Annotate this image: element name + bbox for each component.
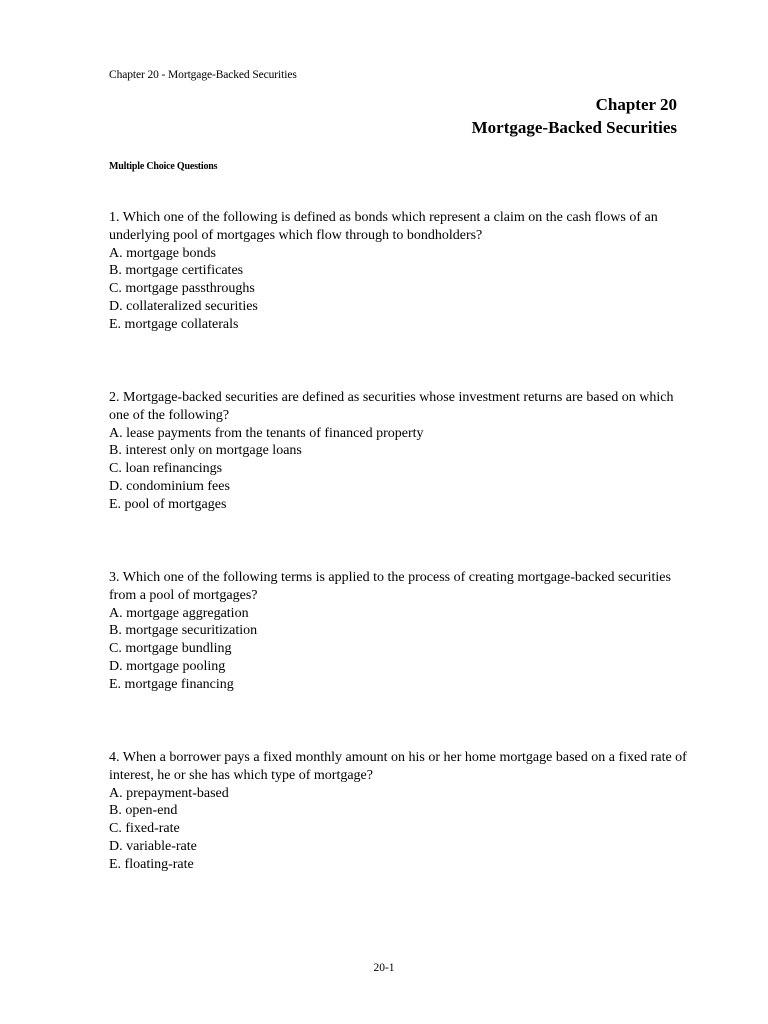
answer-option: D. collateralized securities (109, 298, 258, 314)
answer-option: B. open-end (109, 803, 178, 819)
answer-option: A. prepayment-based (109, 785, 229, 801)
answer-options (109, 245, 689, 334)
answer-option: C. loan refinancings (109, 461, 223, 477)
page-number: 20-1 (373, 962, 395, 974)
answer-option: A. mortgage aggregation (109, 605, 249, 621)
question-4 (109, 749, 689, 874)
answer-options (109, 605, 689, 694)
answer-option: C. mortgage passthroughs (109, 281, 255, 297)
answer-option: B. mortgage certificates (109, 263, 244, 279)
chapter-subtitle: Mortgage-Backed Securities (471, 118, 677, 137)
answer-option: D. mortgage pooling (109, 658, 226, 674)
running-header: Chapter 20 - Mortgage-Backed Securities (109, 69, 297, 81)
answer-option: A. mortgage bonds (109, 245, 216, 261)
chapter-title: Chapter 20 (595, 95, 677, 114)
answer-options (109, 785, 689, 874)
answer-option: E. mortgage financing (109, 676, 234, 692)
question-3 (109, 569, 689, 694)
question-2 (109, 389, 689, 514)
answer-options (109, 425, 689, 514)
answer-option: C. fixed-rate (109, 821, 180, 837)
answer-option: B. interest only on mortgage loans (109, 443, 302, 459)
answer-option: C. mortgage bundling (109, 641, 232, 657)
answer-option: E. mortgage collaterals (109, 316, 239, 332)
question-stem: 3. Which one of the following terms is applied to the process of creating mortgage-backed securities from a pool of mortgages? (109, 570, 671, 603)
question-stem: 4. When a borrower pays a fixed monthly amount on his or her home mortgage based on a fixed rate of interest, he or she has which type of mortgage? (109, 750, 687, 783)
answer-option: E. floating-rate (109, 856, 194, 872)
answer-option: B. mortgage securitization (109, 623, 258, 639)
question-1 (109, 209, 689, 334)
answer-option: D. condominium fees (109, 478, 230, 494)
section-label: Multiple Choice Questions (109, 161, 218, 172)
question-stem: 2. Mortgage-backed securities are defined as securities whose investment returns are based on which one of the following? (109, 390, 674, 423)
question-stem: 1. Which one of the following is defined as bonds which represent a claim on the cash flows of an underlying pool of mortgages which flow through to bondholders? (109, 210, 658, 243)
chapter-title-block (472, 93, 677, 139)
answer-option: D. variable-rate (109, 838, 197, 854)
answer-option: E. pool of mortgages (109, 496, 227, 512)
answer-option: A. lease payments from the tenants of financed property (109, 425, 424, 441)
